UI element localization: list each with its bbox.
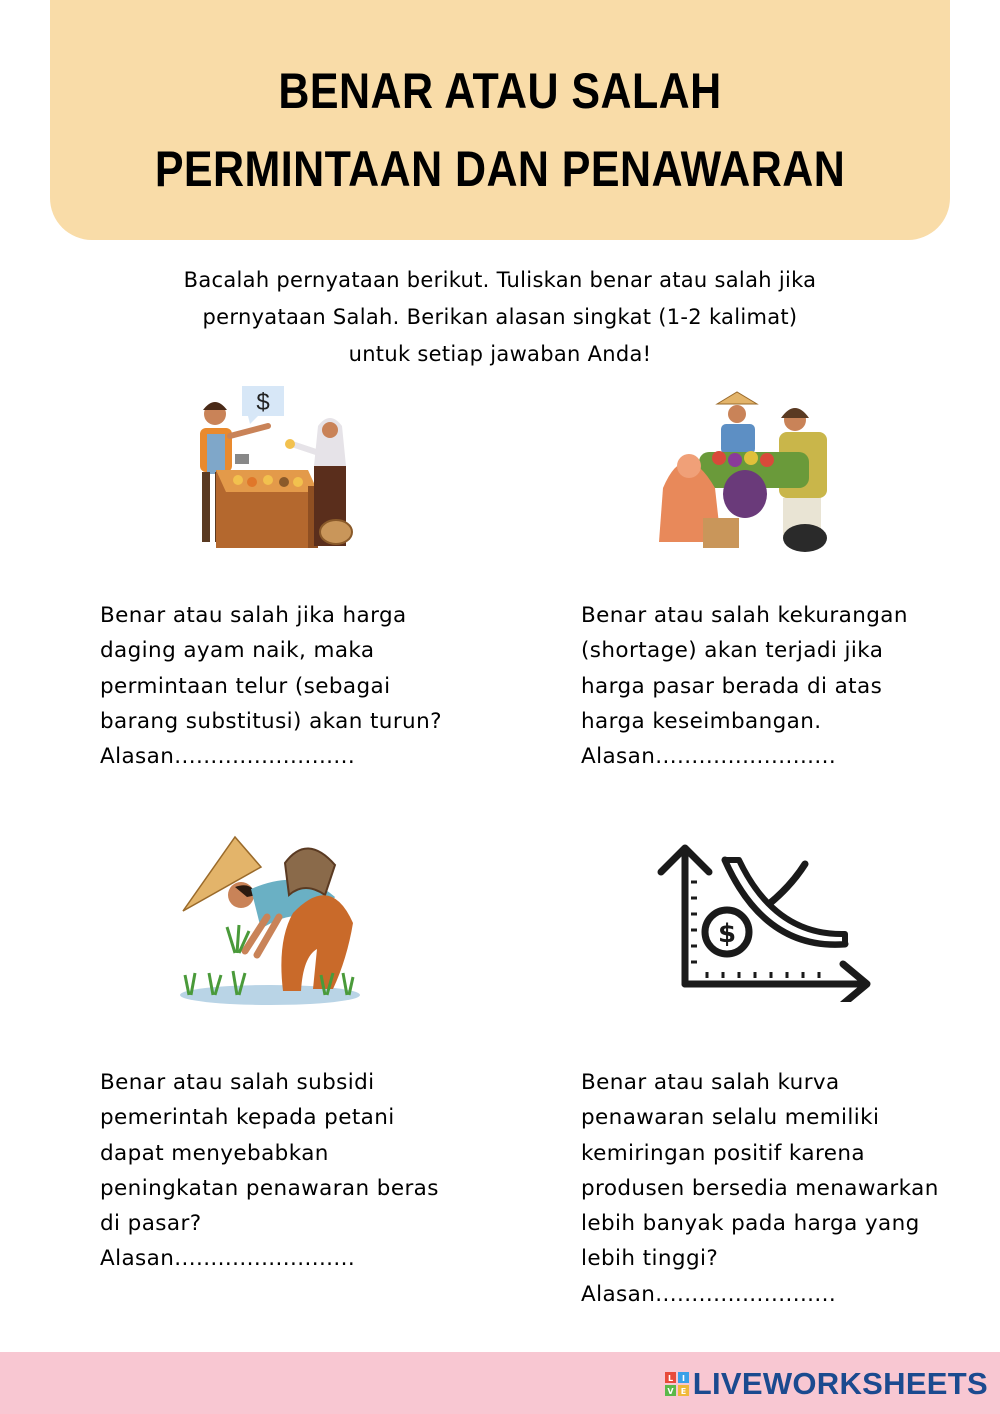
supply-demand-chart-icon: [655, 842, 875, 1002]
question-line: peningkatan penawaran beras: [100, 1175, 439, 1201]
question-line: daging ayam naik, maka: [100, 638, 375, 664]
instructions-line: pernyataan Salah. Berikan alasan singkat (1-2 kalimat): [202, 305, 798, 329]
svg-text:E: E: [680, 1387, 686, 1396]
question-line: penawaran selalu memiliki: [581, 1105, 880, 1131]
question-line: harga pasar berada di atas: [581, 673, 883, 699]
instructions: [100, 262, 900, 373]
question-line: lebih banyak pada harga yang: [581, 1211, 920, 1237]
reason-answer-field[interactable]: Alasan.........................: [100, 1246, 356, 1272]
rice-farmer-illustration: [175, 833, 365, 1008]
footer-bar: [0, 1352, 1000, 1414]
liveworksheets-logo-icon: [665, 1372, 689, 1396]
question-line: Benar atau salah subsidi: [100, 1070, 375, 1095]
dollar-sign-text: $: [256, 389, 270, 416]
question-line: harga keseimbangan.: [581, 708, 822, 734]
question-line: di pasar?: [100, 1211, 202, 1237]
liveworksheets-logo-text: LIVEWORKSHEETS: [692, 1366, 988, 1401]
coin-dollar-text: $: [717, 919, 737, 949]
question-line: Benar atau salah kekurangan: [581, 603, 908, 628]
traditional-market-illustration: [655, 388, 860, 556]
liveworksheets-logo[interactable]: [665, 1364, 988, 1404]
svg-text:L: L: [667, 1374, 673, 1383]
question-line: barang substitusi) akan turun?: [100, 708, 442, 734]
reason-answer-field[interactable]: Alasan.........................: [581, 1281, 837, 1307]
title-banner: [50, 0, 950, 240]
question-line: permintaan telur (sebagai: [100, 673, 391, 699]
instructions-line: untuk setiap jawaban Anda!: [348, 342, 652, 366]
title-line-1: BENAR ATAU SALAH: [278, 63, 722, 119]
question-line: pemerintah kepada petani: [100, 1105, 395, 1131]
question-3: [100, 1065, 439, 1277]
question-line: Benar atau salah kurva: [581, 1070, 840, 1095]
question-line: Benar atau salah jika harga: [100, 603, 407, 628]
question-line: (shortage) akan terjadi jika: [581, 638, 884, 664]
question-line: dapat menyebabkan: [100, 1140, 329, 1166]
reason-answer-field[interactable]: Alasan.........................: [581, 744, 837, 770]
reason-answer-field[interactable]: Alasan.........................: [100, 744, 356, 770]
question-line: produsen bersedia menawarkan: [581, 1175, 939, 1201]
svg-text:I: I: [681, 1374, 685, 1383]
instructions-line: Bacalah pernyataan berikut. Tuliskan benar atau salah jika: [183, 268, 817, 292]
question-line: lebih tinggi?: [581, 1246, 719, 1272]
question-2: [581, 598, 908, 774]
question-4: [581, 1065, 939, 1312]
svg-text:V: V: [667, 1387, 674, 1396]
question-line: kemiringan positif karena: [581, 1140, 865, 1166]
market-stall-illustration: [180, 382, 370, 554]
question-1: [100, 598, 442, 774]
title-line-2: PERMINTAAN DAN PENAWARAN: [154, 141, 846, 197]
